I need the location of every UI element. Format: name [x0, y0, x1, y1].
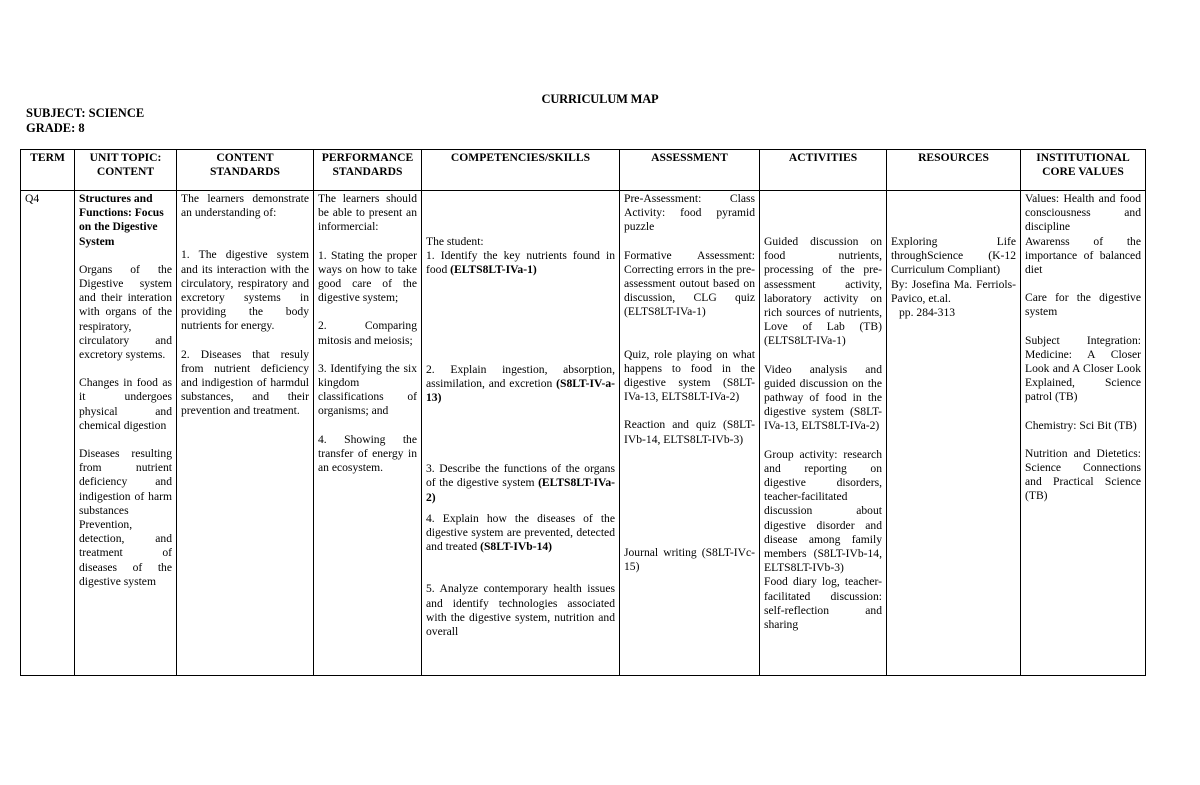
- competency-3-text: 3. Describe the functions of the organs of the digestive system: [426, 462, 615, 490]
- content-item-2: 2. Diseases that resuly from nutrient deficiency and indigestion of harmdul substances, and their prevention and treatment.: [181, 347, 309, 418]
- document-meta: [26, 106, 144, 136]
- performance-item-3: 3. Identifying the six kingdom classifications of organisms; and: [318, 361, 417, 418]
- assessment-formative: Formative Assessment: Correcting errors in the pre-assessment outout based on discussion, CLG quiz (ELTS8LT-IVa-1): [624, 248, 755, 319]
- performance-item-4: 4. Showing the transfer of energy in an ecosystem.: [318, 432, 417, 475]
- activity-1: Guided discussion on food nutrients, processing of the pre-assessment activity, laboratory activity on rich sources of nutrients, Love of Lab (TB) (ELTS8LT-IVa-1): [764, 235, 882, 348]
- subject-label: SUBJECT: SCIENCE: [26, 106, 145, 120]
- header-core-values: INSTITUTIONAL CORE VALUES: [1021, 150, 1146, 191]
- table-row: [21, 191, 1146, 676]
- header-activities: ACTIVITIES: [760, 150, 887, 191]
- core-value-5: Chemistry: Sci Bit (TB): [1025, 418, 1137, 432]
- competency-4-text: 4. Explain how the diseases of the digestive system are prevented, detected and treated: [426, 511, 615, 554]
- assessment-reaction: Reaction and quiz (S8LT-IVb-14, ELTS8LT-IVb-3): [624, 418, 755, 446]
- performance-item-1: 1. Stating the proper ways on how to take good care of the digestive system;: [318, 248, 417, 305]
- content-intro: The learners demonstrate an understanding of:: [181, 192, 309, 220]
- activities-cell: [760, 191, 887, 676]
- resource-pages: pp. 284-313: [899, 306, 956, 320]
- unit-changes: Changes in food as it undergoes physical and chemical digestion: [79, 376, 172, 432]
- competency-3: [426, 462, 615, 505]
- content-standards-cell: [177, 191, 314, 676]
- curriculum-map-table: [20, 149, 1146, 676]
- competencies-intro: The student:: [426, 235, 484, 248]
- competency-1-text: 1. Identify the key nutrients found in food: [426, 249, 615, 277]
- unit-organs: Organs of the Digestive system and their interation with organs of the respiratory, circulatory and excretory systems.: [79, 262, 172, 362]
- header-row: [21, 150, 1146, 191]
- competency-2-text: 2. Explain ingestion, absorption, assimilation, and excretion: [426, 362, 615, 390]
- core-value-4: Subject Integration: Medicine: A Closer Look and A Closer Look Explained, Science patrol (TB): [1025, 333, 1141, 404]
- unit-topic-cell: [75, 191, 177, 676]
- competency-4: [426, 512, 615, 555]
- competency-3-code: (ELTS8LT-IVa-2): [426, 476, 615, 504]
- competency-1-code: (ELTS8LT-IVa-1): [450, 263, 537, 277]
- competency-1: [426, 249, 615, 277]
- competency-5: 5. Analyze contemporary health issues and identify technologies associated with the digestive system, nutrition and overall: [426, 582, 615, 639]
- activity-3: Group activity: research and reporting on digestive disorders, teacher-facilitated discussion about digestive disorder and disease among family members (S8LT-IVb-14, ELTS8LT-IVb-3): [764, 447, 882, 575]
- assessment-pre: Pre-Assessment: Class Activity: food pyramid puzzle: [624, 192, 755, 234]
- unit-title: Structures and Functions: Focus on the Digestive System: [79, 192, 164, 248]
- competency-4-code: (S8LT-IVb-14): [480, 540, 553, 554]
- assessment-quiz: Quiz, role playing on what happens to food in the digestive system (S8LT-IVa-13, ELTS8LT-IVa-2): [624, 347, 755, 404]
- header-competencies: COMPETENCIES/SKILLS: [422, 150, 620, 191]
- performance-item-2: 2. Comparing mitosis and meiosis;: [318, 319, 417, 347]
- resource-book: Exploring Life throughScience (K-12 Curriculum Compliant): [891, 235, 1016, 277]
- assessment-cell: [620, 191, 760, 676]
- resources-cell: [887, 191, 1021, 676]
- grade-label: GRADE: 8: [26, 121, 85, 135]
- header-assessment: ASSESSMENT: [620, 150, 760, 191]
- core-value-1: Values: Health and food consciousness and discipline: [1025, 192, 1141, 234]
- unit-diseases: Diseases resulting from nutrient deficiency and indigestion of harm substances Prevention, detection, and treatment of diseases of the digestive system: [79, 447, 172, 588]
- activity-2: Video analysis and guided discussion on the pathway of food in the digestive system (S8LT-IVa-13, ELTS8LT-IVa-2): [764, 362, 882, 433]
- core-values-cell: [1021, 191, 1146, 676]
- core-value-3: Care for the digestive system: [1025, 291, 1141, 319]
- resource-authors: By: Josefina Ma. Ferriols-Pavico, et.al.: [891, 277, 1016, 305]
- competencies-cell: [422, 191, 620, 676]
- header-performance-standards: PERFORMANCE STANDARDS: [314, 150, 422, 191]
- competency-2-code: (S8LT-IV-a-13): [426, 376, 615, 405]
- header-term: TERM: [21, 150, 75, 191]
- header-resources: RESOURCES: [887, 150, 1021, 191]
- header-content-standards: CONTENT STANDARDS: [177, 150, 314, 191]
- document-title: CURRICULUM MAP: [541, 92, 659, 106]
- term-cell: Q4: [21, 191, 75, 676]
- header-unit-topic: UNIT TOPIC: CONTENT: [75, 150, 177, 191]
- core-value-6: Nutrition and Dietetics: Science Connections and Practical Science (TB): [1025, 446, 1141, 503]
- assessment-journal: Journal writing (S8LT-IVc-15): [624, 545, 755, 574]
- performance-standards-cell: [314, 191, 422, 676]
- content-item-1: 1. The digestive system and its interaction with the circulatory, respiratory and excretory systems in providing the body nutrients for energy.: [181, 248, 309, 333]
- performance-intro: The learners should be able to present an informercial:: [318, 192, 417, 234]
- activity-4: Food diary log, teacher-facilitated discussion: self-reflection and sharing: [764, 575, 882, 632]
- core-value-2: Awarenss of the importance of balanced diet: [1025, 234, 1141, 277]
- competency-2: [426, 363, 615, 406]
